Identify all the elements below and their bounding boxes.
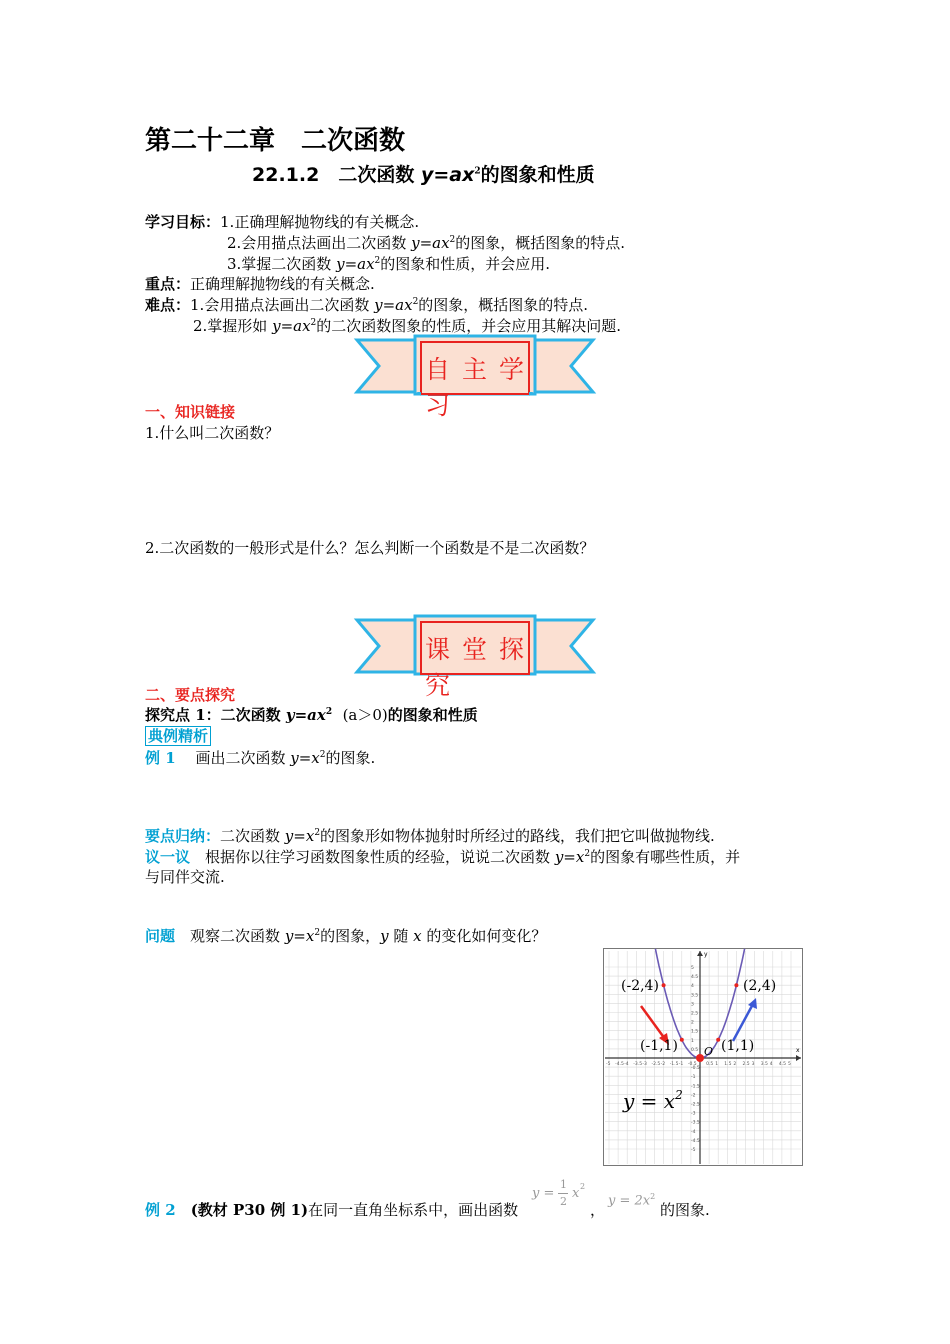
equation-label: $y = x^2$ bbox=[623, 1088, 683, 1113]
y-tick-label: -2.5 bbox=[691, 1102, 700, 1108]
y-tick-label: 4.5 bbox=[691, 975, 699, 981]
goal-2: 2.会用描点法画出二次函数 $y=ax^2$的图象，概括图象的特点. bbox=[227, 234, 626, 252]
y-tick-label: 3 bbox=[691, 1002, 694, 1008]
y-tick-label: -4 bbox=[691, 1129, 696, 1135]
x-tick-label: -3 bbox=[642, 1062, 647, 1067]
difficult-1: 难点：1.会用描点法画出二次函数 $y=ax^2$的图象，概括图象的特点. bbox=[145, 296, 589, 314]
part2-heading: 二、要点探究 bbox=[145, 686, 236, 704]
discuss: 议一议 根据你以往学习函数图象性质的经验，说说二次函数 $y=x^2$的图象有哪些性质，并 bbox=[145, 848, 741, 866]
y-tick-label: -2 bbox=[691, 1093, 696, 1099]
goals: 学习目标：1.正确理解抛物线的有关概念. bbox=[145, 213, 420, 231]
x-tick-label: -4.5 bbox=[615, 1062, 624, 1067]
graph-point bbox=[662, 983, 666, 987]
y-tick-label: -1.5 bbox=[691, 1084, 700, 1090]
y-tick-label: 2 bbox=[691, 1020, 694, 1026]
x-tick-label: 3 bbox=[751, 1062, 755, 1067]
example-2: 例 2 (教材 P30 例 1)在同一直角坐标系中，画出函数 bbox=[145, 1201, 519, 1219]
y-tick-label: -0.5 bbox=[691, 1066, 700, 1072]
x-tick-label: 4 bbox=[769, 1062, 773, 1067]
graph-point bbox=[680, 1038, 684, 1042]
x-tick-label: 5 bbox=[788, 1062, 791, 1067]
y-tick-label: 1.5 bbox=[691, 1029, 699, 1035]
graph-point bbox=[734, 983, 738, 987]
question-2: 2.二次函数的一般形式是什么？怎么判断一个函数是不是二次函数？ bbox=[145, 539, 595, 557]
difficult-2: 2.掌握形如 $y=ax^2$的二次函数图象的性质，并会应用其解决问题. bbox=[193, 317, 622, 335]
origin-label: O bbox=[704, 1045, 714, 1058]
x-tick-label: -1.5 bbox=[669, 1062, 679, 1067]
x-tick-label: 1 bbox=[715, 1062, 719, 1067]
typical-examples-label: 典例精析 bbox=[145, 726, 211, 746]
y-tick-label: -1 bbox=[691, 1075, 696, 1081]
y-tick-label: -5 bbox=[691, 1148, 696, 1153]
origin-point bbox=[696, 1054, 704, 1062]
x-tick-label: 4.5 bbox=[778, 1062, 787, 1067]
x-tick-label: -2.5 bbox=[651, 1062, 661, 1067]
x-tick-label: -1 bbox=[678, 1062, 684, 1067]
y-tick-label: -3 bbox=[691, 1111, 696, 1117]
x-tick-label: 1.5 bbox=[724, 1062, 732, 1067]
question-1: 1.什么叫二次函数？ bbox=[145, 424, 280, 442]
label-pos2: (2,4) bbox=[743, 978, 777, 994]
x-tick-label: -3.5 bbox=[633, 1062, 643, 1067]
y-tick-label: -4.5 bbox=[691, 1138, 700, 1144]
x-tick-label: -4 bbox=[624, 1062, 629, 1067]
y-tick-label: 1 bbox=[691, 1038, 694, 1044]
y-tick-label: -3.5 bbox=[691, 1120, 700, 1126]
label-pos1: (1,1) bbox=[721, 1038, 755, 1054]
example-1: 例 1 画出二次函数 $y=x^2$的图象. bbox=[145, 749, 376, 767]
explore-point-1: 探究点 1：二次函数 $y=ax^2$ (a＞0)的图象和性质 bbox=[145, 706, 478, 724]
x-tick-label: -0.5 bbox=[687, 1062, 697, 1067]
axis-y-label: y bbox=[704, 951, 708, 958]
x-tick-label: 0.5 bbox=[706, 1062, 714, 1067]
y-tick-label: 5 bbox=[691, 966, 694, 971]
equation-2x2: $y = 2x^2$ bbox=[608, 1192, 656, 1209]
part1-heading: 一、知识链接 bbox=[145, 403, 236, 421]
goal-3: 3.掌握二次函数 $y=ax^2$的图象和性质，并会应用. bbox=[227, 255, 551, 273]
x-tick-label: -2 bbox=[660, 1062, 666, 1067]
key-point: 重点：正确理解抛物线的有关概念. bbox=[145, 275, 375, 293]
y-tick-label: 3.5 bbox=[691, 993, 699, 999]
comma: ， bbox=[590, 1201, 606, 1219]
key-summary: 要点归纳：二次函数 $y=x^2$的图象形如物体抛射时所经过的路线，我们把它叫做抛物线. bbox=[145, 827, 715, 845]
axis-x-label: x bbox=[796, 1047, 800, 1054]
x-tick-label: 2.5 bbox=[742, 1062, 750, 1067]
section-number: 22.1.2 bbox=[252, 164, 320, 186]
question: 问题 观察二次函数 $y=x^2$的图象，y 随 x 的变化如何变化？ bbox=[145, 927, 547, 945]
parabola-graph bbox=[603, 948, 803, 1166]
discuss-line-2: 与同伴交流. bbox=[145, 868, 225, 886]
y-tick-label: 2.5 bbox=[691, 1011, 699, 1017]
banner-self-study-text: 自 主 学 习 bbox=[425, 355, 526, 420]
chapter-title: 第二十二章 二次函数 bbox=[145, 126, 406, 156]
label-neg1: (-1,1) bbox=[640, 1038, 678, 1054]
y-tick-label: 0.5 bbox=[691, 1047, 699, 1053]
x-tick-label: 3.5 bbox=[760, 1062, 768, 1067]
y-tick-label: 4 bbox=[691, 984, 694, 990]
x-tick-label: -5 bbox=[606, 1062, 611, 1067]
example-2-end: 的图象. bbox=[660, 1201, 710, 1219]
banner-class-explore-text: 课 堂 探 究 bbox=[425, 635, 526, 700]
label-neg2: (-2,4) bbox=[621, 978, 659, 994]
section-title: 22.1.2 二次函数 $y=ax^2$的图象和性质 bbox=[252, 164, 595, 186]
x-tick-label: 2 bbox=[733, 1062, 737, 1067]
graph-point bbox=[716, 1038, 720, 1042]
